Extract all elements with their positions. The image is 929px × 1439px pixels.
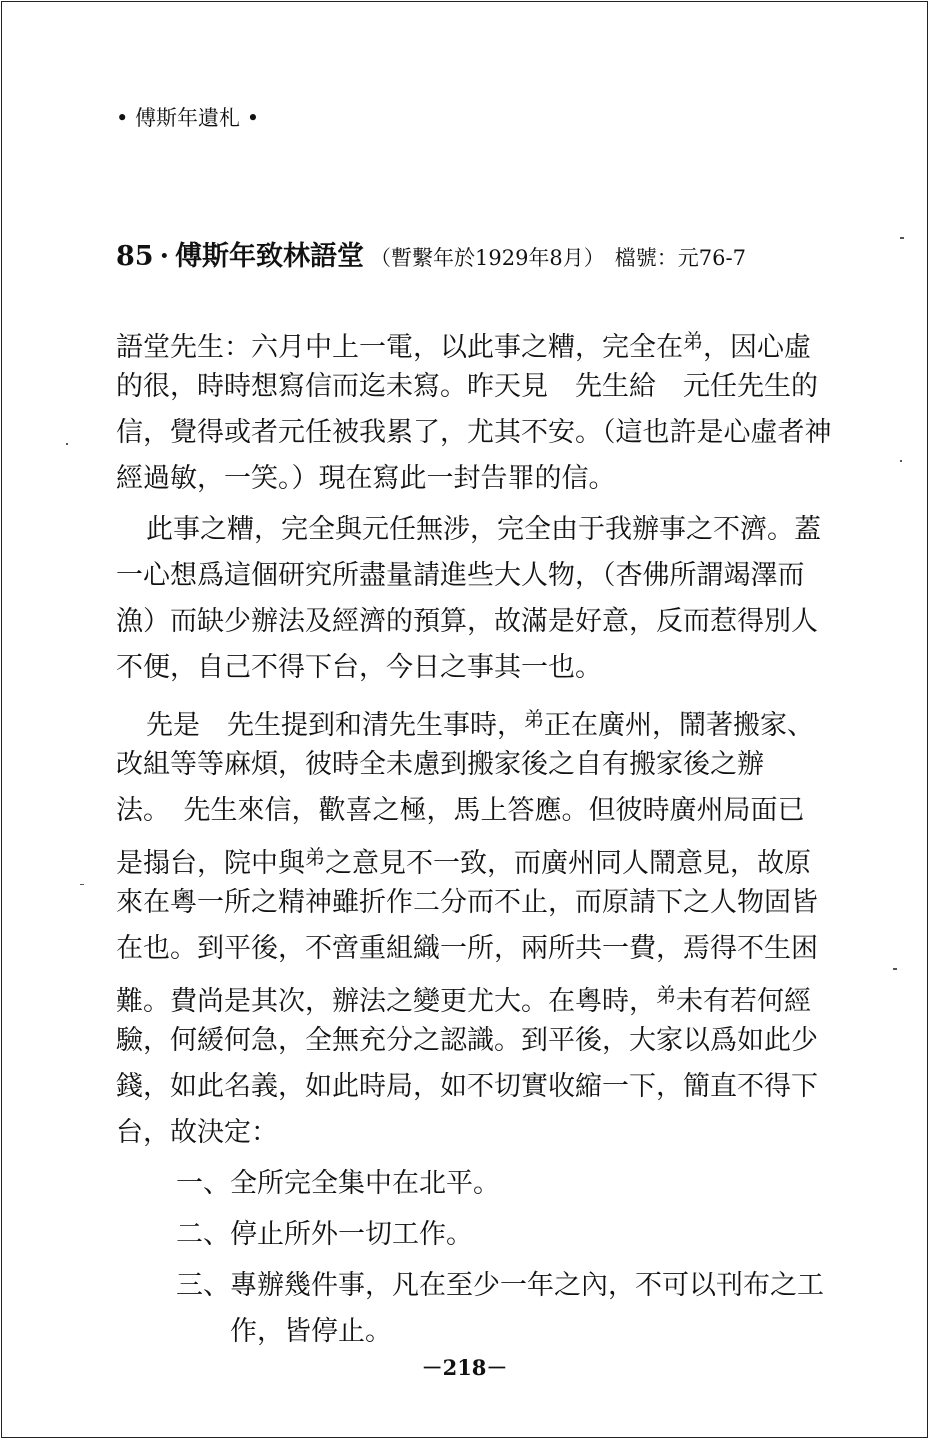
text-line: 在也。到平後，不啻重組織一所，兩所共一費，焉得不生困 — [116, 933, 818, 964]
di-character: 弟 — [656, 983, 676, 1007]
text-line: 此事之糟，完全與元任無涉，完全由于我辦事之不濟。蓋 — [146, 514, 821, 545]
text-line — [116, 696, 836, 742]
text-line: 改組等等麻煩，彼時全未慮到搬家後之自有搬家後之辦 — [116, 749, 764, 780]
heading-separator: · — [159, 241, 169, 272]
page-number: －218－ — [421, 1355, 508, 1380]
text-line: 信，覺得或者元任被我累了，尤其不安。（這也許是心虛者神 — [116, 417, 832, 448]
text-line: 一心想爲這個研究所盡量請進些大人物，（杏佛所謂竭澤而 — [116, 560, 805, 591]
text-line: 來在粵一所之精神雖折作二分而不止，而原請下之人物固皆 — [116, 887, 818, 918]
di-character: 弟 — [524, 707, 544, 731]
running-head: • 傅斯年遺札 • — [116, 106, 260, 130]
archive-label: 檔號：元76-7 — [614, 246, 746, 270]
text-fragment: 是搨台，院中與 — [116, 848, 305, 879]
letter-heading — [116, 234, 746, 273]
text-line — [116, 972, 836, 1018]
list-item: 一、全所完全集中在北平。 — [176, 1168, 500, 1199]
list-item-continuation: 作，皆停止。 — [230, 1316, 392, 1347]
scan-speck — [900, 237, 904, 239]
scan-speck — [66, 443, 68, 445]
text-fragment: ，因心虛 — [703, 332, 811, 363]
text-line: 不便，自己不得下台，今日之事其一也。 — [116, 652, 602, 683]
text-line: 法。 先生來信，歡喜之極，馬上答應。但彼時廣州局面已 — [116, 795, 805, 826]
text-fragment: 難。費尚是其次，辦法之變更尤大。在粵時， — [116, 986, 656, 1017]
di-character: 弟 — [683, 329, 703, 353]
text-fragment: 之意見不一致，而廣州同人鬧意見，故原 — [325, 848, 811, 879]
text-line — [116, 834, 836, 880]
text-line: 經過敏，一笑。）現在寫此一封告罪的信。 — [116, 463, 616, 494]
list-item: 三、專辦幾件事，凡在至少一年之內，不可以刊布之工 — [176, 1270, 824, 1301]
text-fragment: 未有若何經 — [676, 986, 811, 1017]
text-fragment: 先是 先生提到和清先生事時， — [146, 710, 524, 741]
text-fragment: 語堂先生：六月中上一電，以此事之糟，完全在 — [116, 332, 683, 363]
text-line — [116, 318, 836, 364]
text-line: 錢，如此名義，如此時局，如不切實收縮一下，簡直不得下 — [116, 1071, 818, 1102]
letter-title: 傅斯年致林語堂 — [174, 241, 364, 272]
list-item: 二、停止所外一切工作。 — [176, 1219, 473, 1250]
date-note: （暫繫年於1929年8月） — [369, 246, 605, 270]
letter-body — [116, 318, 836, 1355]
scan-speck — [900, 460, 902, 462]
text-line: 台，故決定： — [116, 1117, 278, 1148]
text-line: 漁）而缺少辦法及經濟的預算，故滿是好意，反而惹得別人 — [116, 606, 818, 637]
letter-number: 85 — [116, 241, 154, 272]
text-line: 驗，何緩何急，全無充分之認識。到平後，大家以爲如此少 — [116, 1025, 818, 1056]
scan-speck — [80, 884, 84, 885]
di-character: 弟 — [305, 845, 325, 869]
text-line: 的很，時時想寫信而迄未寫。昨天見 先生給 元任先生的 — [116, 371, 818, 402]
text-fragment: 正在廣州，鬧著搬家、 — [544, 710, 814, 741]
scan-speck — [893, 968, 897, 970]
